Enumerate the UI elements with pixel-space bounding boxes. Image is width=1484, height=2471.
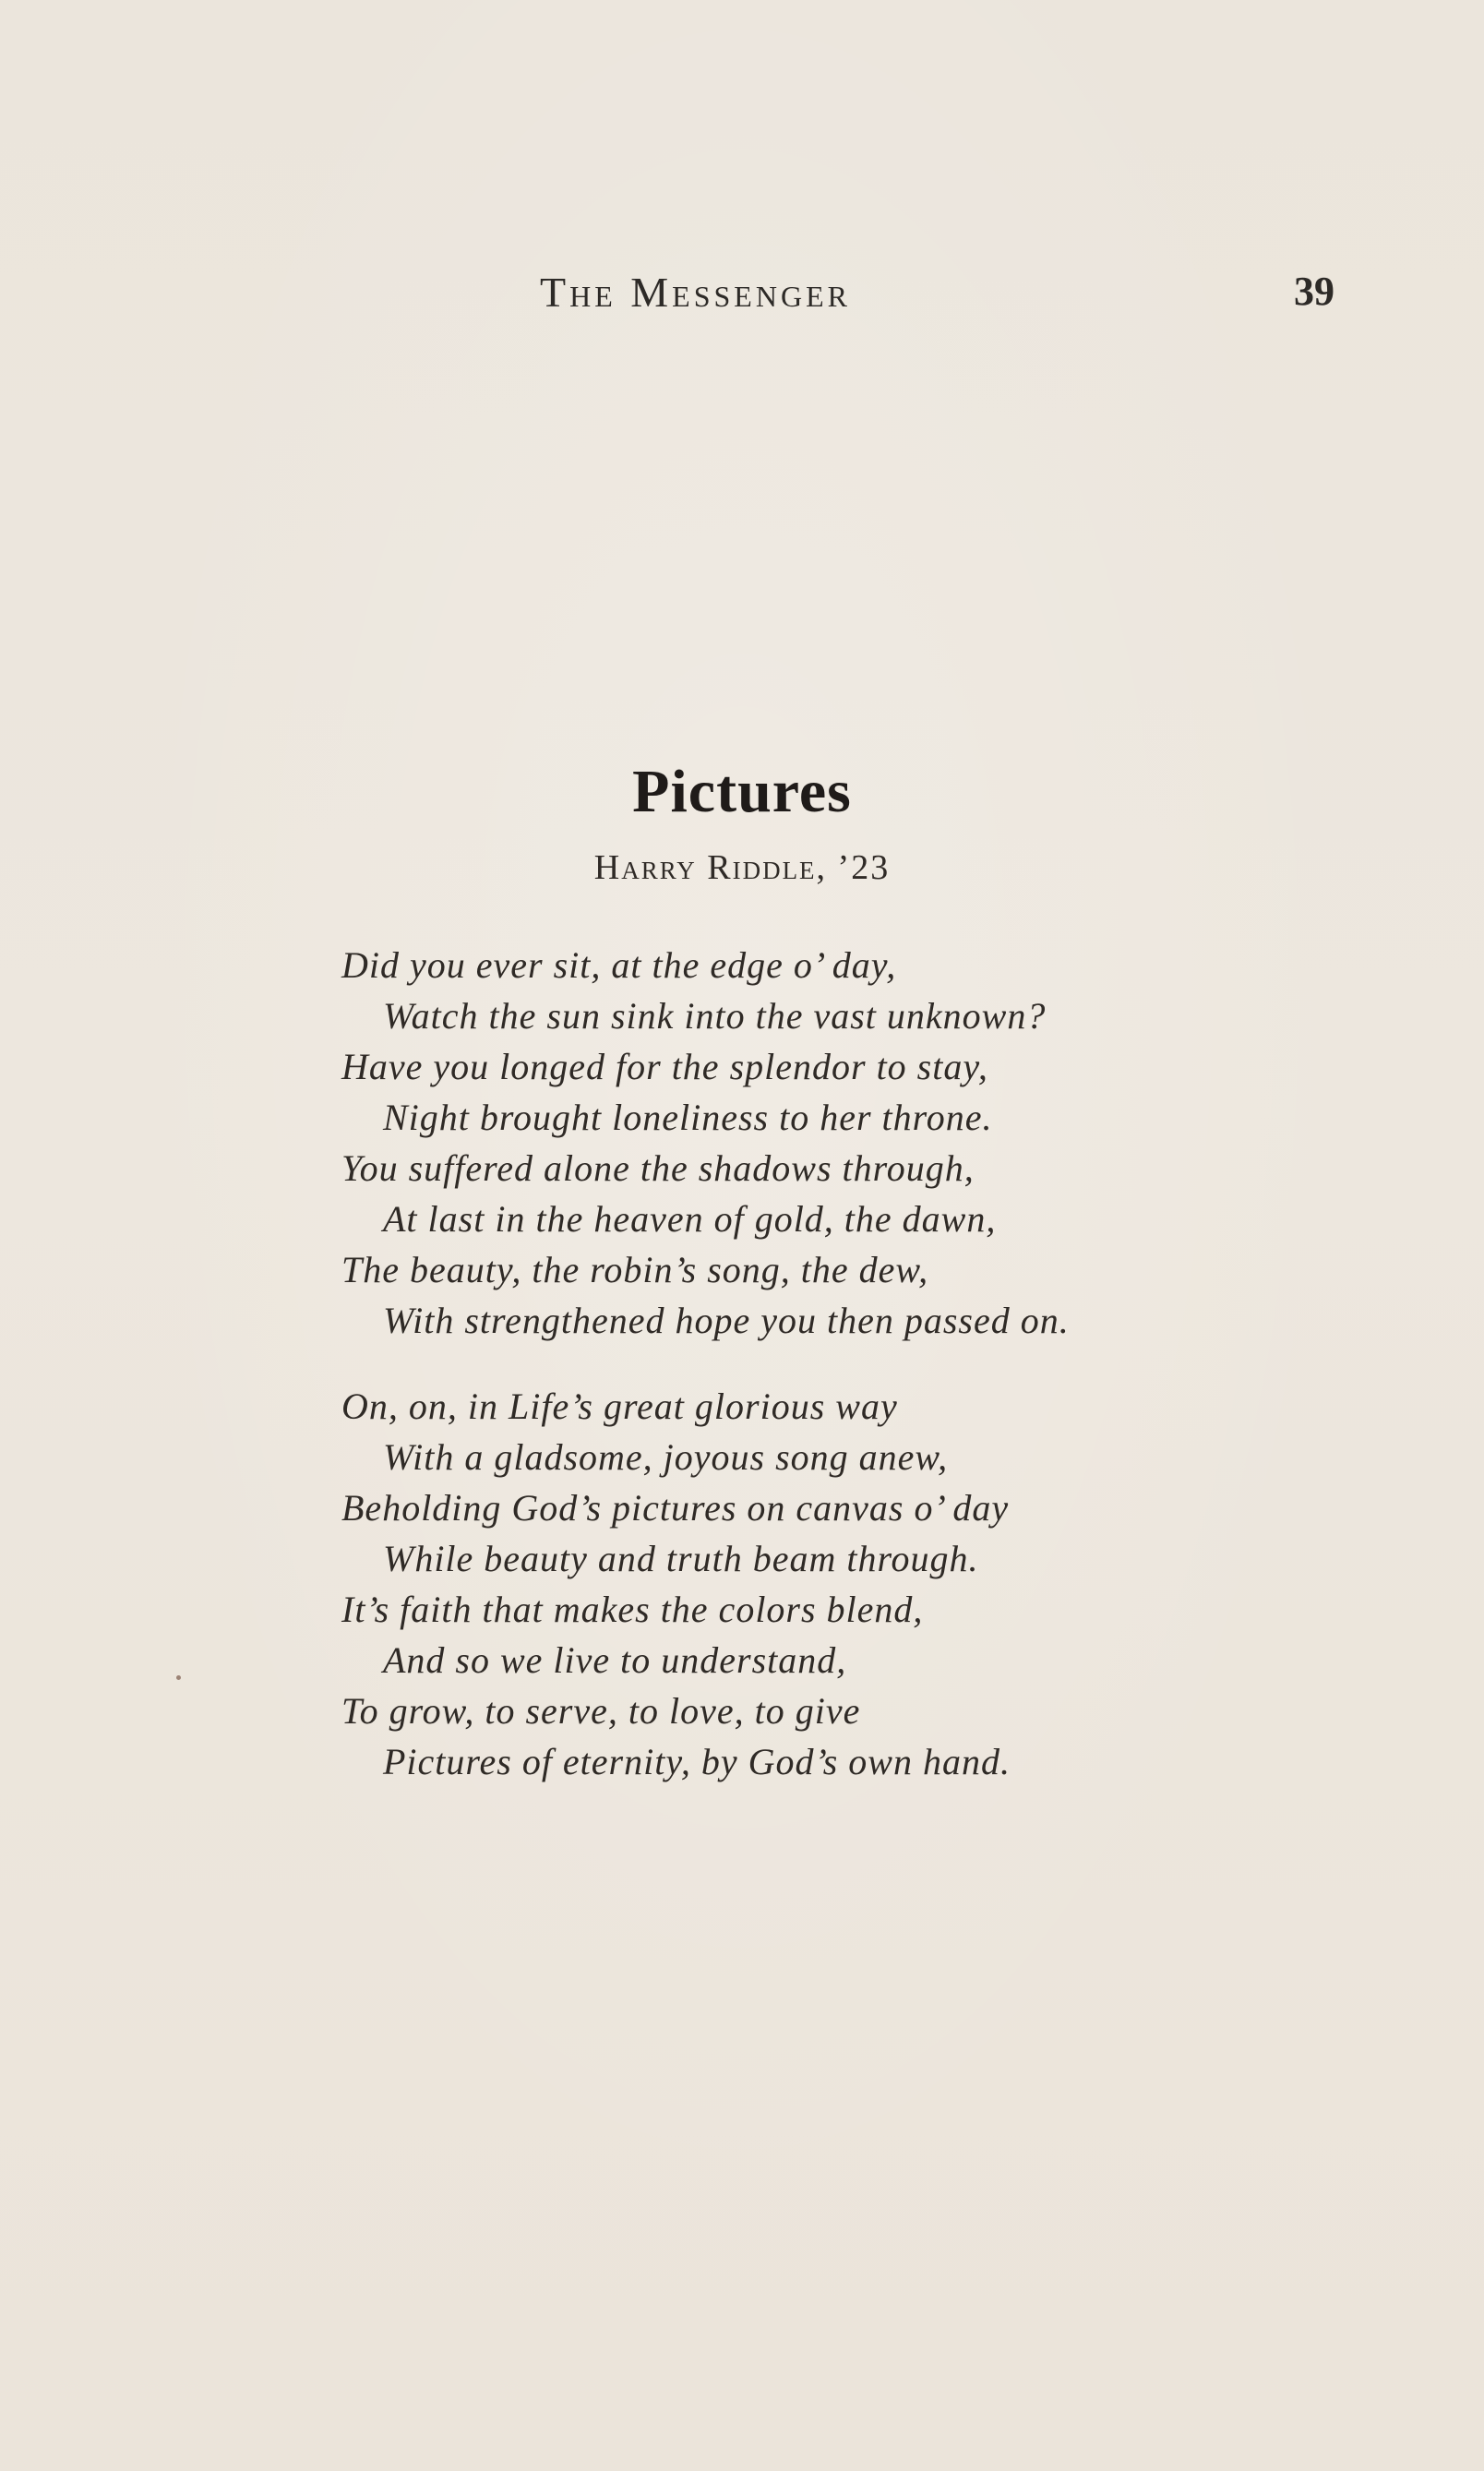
poem-line: And so we live to understand, [383,1639,847,1681]
page-number: 39 [1294,269,1334,314]
poem-line: With strengthened hope you then passed on. [383,1300,1070,1341]
poem-line: At last in the heaven of gold, the dawn, [383,1198,997,1240]
stanza-1 [341,940,1209,1346]
poem-line: Pictures of eternity, by God’s own hand. [383,1741,1011,1782]
poem-body [341,940,1209,1787]
poem-line: Did you ever sit, at the edge o’ day, [341,944,897,986]
poem-author: Harry Riddle, ’23 [593,848,891,887]
poem-line: Beholding God’s pictures on canvas o’ day [341,1487,1010,1529]
paper-speck [176,1675,181,1680]
poem-line: With a gladsome, joyous song anew, [383,1436,949,1478]
poem-line: Have you longed for the splendor to stay, [341,1046,988,1087]
poem-line: Watch the sun sink into the vast unknown? [383,995,1047,1037]
poem-line: It’s faith that makes the colors blend, [341,1589,924,1630]
running-head [0,268,1484,323]
journal-title: The Messenger [540,269,851,316]
poem-line: On, on, in Life’s great glorious way [341,1385,898,1427]
poem-title: Pictures [632,758,852,825]
stanza-2 [341,1381,1209,1787]
poem-line: The beauty, the robin’s song, the dew, [341,1249,929,1290]
poem-line: Night brought loneliness to her throne. [383,1097,993,1138]
poem-line: While beauty and truth beam through. [383,1538,979,1579]
poem-line: To grow, to serve, to love, to give [341,1690,861,1732]
poem-line: You suffered alone the shadows through, [341,1147,975,1189]
